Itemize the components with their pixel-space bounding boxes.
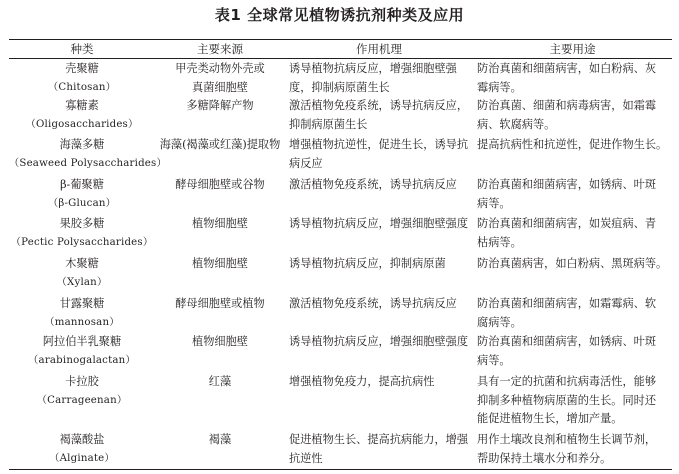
cell-type xyxy=(9,60,155,97)
use-line: 帮助保持土壤水分和养分。 xyxy=(477,451,612,465)
type-name: 海藻多糖 xyxy=(59,138,105,151)
source-line: 植物细胞壁 xyxy=(192,257,248,270)
cell-use xyxy=(473,333,672,370)
cell-use xyxy=(473,295,672,332)
use-line: 防治真菌、细菌和病毒病害，如霜霉 xyxy=(477,99,657,112)
cell-mechanism xyxy=(285,295,473,314)
cell-use xyxy=(473,176,672,213)
cell-source xyxy=(155,136,285,155)
table-header-rule xyxy=(9,58,672,59)
mechanism-line: 诱导植物抗病反应，增强细胞壁强度 xyxy=(289,217,469,230)
use-line: 防治真菌病害，如白粉病、黑斑病等。 xyxy=(477,257,668,270)
type-name-en: （Chitosan） xyxy=(47,81,117,93)
table-header xyxy=(9,40,672,58)
type-name: 寡糖素 xyxy=(65,99,99,112)
use-line: 霉病等。 xyxy=(477,80,522,94)
header-use: 主要用途 xyxy=(549,42,596,56)
mechanism-line: 抗逆性 xyxy=(289,451,323,465)
cell-type xyxy=(9,333,155,370)
cell-use xyxy=(473,60,672,97)
cell-use xyxy=(473,136,672,155)
use-line: 用作土壤改良剂和植物生长调节剂， xyxy=(477,433,657,446)
mechanism-line: 诱导植物抗病反应，抑制病原菌 xyxy=(289,257,446,270)
source-line: 酵母细胞壁或谷物 xyxy=(175,178,265,191)
source-line: 海藻(褐藻或红藻)提取物 xyxy=(159,138,281,151)
type-name-en: （Pectic Polysaccharides） xyxy=(10,236,154,248)
cell-type xyxy=(9,255,155,292)
cell-source xyxy=(155,176,285,195)
source-line: 酵母细胞壁或植物 xyxy=(175,297,265,310)
use-line: 防治真菌和细菌病害，如霜霉病、软 xyxy=(477,297,657,310)
header-source: 主要来源 xyxy=(197,42,243,56)
cell-source xyxy=(155,373,285,392)
cell-mechanism xyxy=(285,373,473,392)
type-name-en: （Alginate） xyxy=(49,452,115,464)
source-line: 植物细胞壁 xyxy=(192,217,248,230)
cell-mechanism xyxy=(285,97,473,134)
mechanism-line: 诱导植物抗病反应，增强细胞壁强度 xyxy=(289,335,469,348)
cell-source xyxy=(155,60,285,97)
mechanism-line: 激活植物免疫系统，诱导抗病反应， xyxy=(289,99,469,112)
source-line: 多糖降解产物 xyxy=(186,99,254,112)
use-line: 防治真菌和细菌病害，如炭疽病、青 xyxy=(477,217,657,230)
cell-mechanism xyxy=(285,333,473,352)
cell-use xyxy=(473,373,672,429)
type-name-en: （mannosan） xyxy=(44,316,120,328)
type-name: 甘露聚糖 xyxy=(59,297,105,310)
use-line: 防治真菌和细菌病害，如锈病、叶斑 xyxy=(477,178,657,191)
mechanism-line: 度，抑制病原菌生长 xyxy=(289,80,390,94)
type-name-en: （Seaweed Polysaccharides） xyxy=(9,157,167,169)
mechanism-line: 抑制病原菌生长 xyxy=(289,117,368,131)
mechanism-line: 激活植物免疫系统，诱导抗病反应 xyxy=(289,178,457,191)
use-line: 病等。 xyxy=(477,196,511,210)
use-line: 枯病等。 xyxy=(477,235,522,249)
cell-type xyxy=(9,295,155,332)
cell-source xyxy=(155,255,285,274)
cell-use xyxy=(473,431,672,468)
mechanism-line: 诱导植物抗病反应，增强细胞壁强 xyxy=(289,62,457,75)
cell-source xyxy=(155,333,285,352)
source-line: 甲壳类动物外壳或 xyxy=(175,62,265,75)
cell-type xyxy=(9,373,155,410)
cell-mechanism xyxy=(285,255,473,274)
use-line: 抑制多种植物病原菌的生长。同时还 xyxy=(477,393,657,407)
table-bottom-rule xyxy=(9,469,672,470)
table-title: 表1 全球常见植物诱抗剂种类及应用 xyxy=(214,6,465,24)
mechanism-line: 促进植物生长、提高抗病能力，增强 xyxy=(289,433,469,446)
cell-type xyxy=(9,97,155,134)
type-name-en: （β-Glucan） xyxy=(47,197,116,209)
cell-mechanism xyxy=(285,176,473,195)
cell-mechanism xyxy=(285,60,473,97)
cell-use xyxy=(473,215,672,252)
type-name: 壳聚糖 xyxy=(65,62,99,75)
mechanism-line: 增强植物抗逆性，促进生长，诱导抗 xyxy=(289,138,469,151)
source-line: 真菌细胞壁 xyxy=(192,80,248,94)
cell-type xyxy=(9,176,155,213)
type-name: 褐藻酸盐 xyxy=(59,433,105,446)
cell-source xyxy=(155,295,285,314)
mechanism-line: 激活植物免疫系统，诱导抗病反应 xyxy=(289,297,457,310)
cell-type xyxy=(9,431,155,468)
type-name: 木聚糖 xyxy=(65,257,99,270)
use-line: 腐病等。 xyxy=(477,315,522,329)
mechanism-line: 增强植物免疫力，提高抗病性 xyxy=(289,375,435,388)
cell-mechanism xyxy=(285,215,473,234)
use-line: 病、软腐病等。 xyxy=(477,117,556,131)
type-name-en: （Xylan） xyxy=(56,276,108,288)
cell-mechanism xyxy=(285,136,473,173)
use-line: 具有一定的抗菌和抗病毒活性，能够 xyxy=(477,375,657,388)
cell-source xyxy=(155,431,285,450)
cell-mechanism xyxy=(285,431,473,468)
cell-type xyxy=(9,136,167,173)
use-line: 能促进植物生长，增加产量。 xyxy=(477,412,623,425)
cell-type xyxy=(9,215,155,252)
header-type: 种类 xyxy=(70,42,94,56)
use-line: 防治真菌和细菌病害，如锈病、叶斑 xyxy=(477,335,657,348)
type-name-en: （Carrageenan） xyxy=(36,394,128,406)
source-line: 植物细胞壁 xyxy=(192,335,248,348)
cell-source xyxy=(155,215,285,234)
type-name: 阿拉伯半乳聚糖 xyxy=(42,335,122,348)
cell-use xyxy=(473,97,672,134)
type-name: 果胶多糖 xyxy=(59,217,105,230)
use-line: 提高抗病性和抗逆性，促进作物生长。 xyxy=(477,138,668,151)
use-line: 防治真菌和细菌病害，如白粉病、灰 xyxy=(477,62,657,75)
type-name-en: （Oligosaccharides） xyxy=(25,118,139,130)
type-name: 卡拉胶 xyxy=(65,375,99,388)
header-mechanism: 作用机理 xyxy=(356,42,402,56)
source-line: 红藻 xyxy=(208,375,232,388)
cell-use xyxy=(473,255,672,274)
source-line: 褐藻 xyxy=(208,433,232,446)
use-line: 病等。 xyxy=(477,353,511,367)
type-name: β-葡聚糖 xyxy=(60,178,104,191)
type-name-en: （arabinogalactan） xyxy=(28,354,136,366)
mechanism-line: 病反应 xyxy=(289,156,323,170)
cell-source xyxy=(155,97,285,116)
